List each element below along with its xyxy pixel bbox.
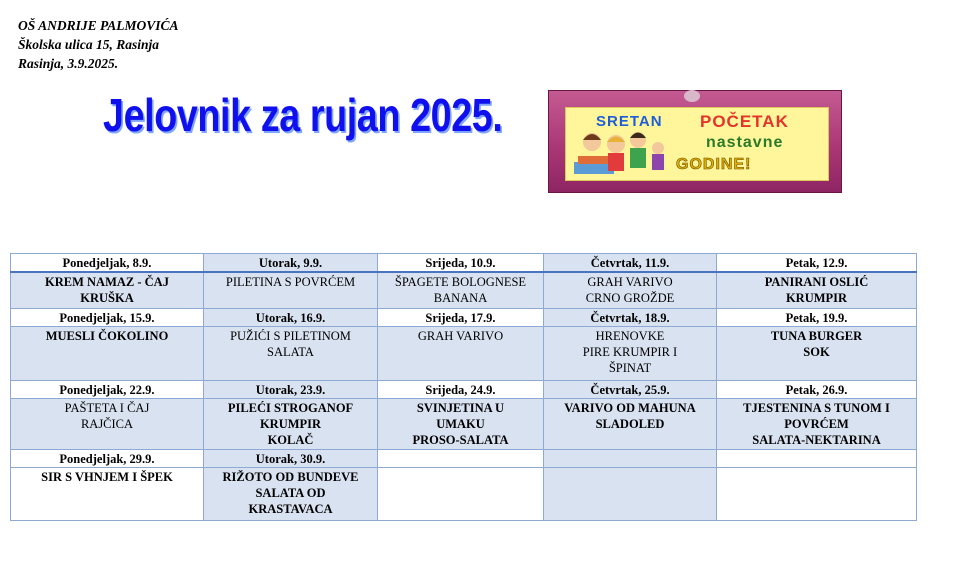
poster-word-1: SRETAN: [596, 113, 663, 130]
meal-line: TJESTENINA S TUNOM I: [743, 401, 890, 415]
meal-line: CRNO GROŽDE: [585, 291, 675, 305]
meal-line: HRENOVKE: [595, 329, 665, 343]
school-header: [18, 16, 179, 73]
day-date-cell: Srijeda, 24.9.: [378, 381, 544, 399]
day-date-cell: Petak, 12.9.: [717, 254, 917, 273]
meal-cell: [11, 327, 204, 381]
meal-line: RIŽOTO OD BUNDEVE: [222, 470, 359, 484]
date-row: [11, 450, 917, 468]
meal-cell: [204, 327, 378, 381]
meal-line: SALATA OD: [255, 486, 326, 500]
meal-line: KOLAČ: [267, 433, 314, 447]
meal-cell: [717, 272, 917, 309]
day-date-cell: Utorak, 23.9.: [204, 381, 378, 399]
meal-line: SALATA: [267, 345, 314, 359]
meal-line: SOK: [803, 345, 830, 359]
meal-line: PILETINA S POVRĆEM: [225, 275, 356, 289]
school-address: Školska ulica 15, Rasinja: [18, 37, 160, 52]
meal-line: POVRĆEM: [784, 417, 849, 431]
meal-line: KRASTAVACA: [248, 502, 333, 516]
children-illustration-icon: [572, 122, 668, 176]
meal-line: ŠPINAT: [608, 361, 652, 375]
day-date-cell: Ponedjeljak, 22.9.: [11, 381, 204, 399]
meal-cell: [378, 399, 544, 450]
meal-line: PANIRANI OSLIĆ: [764, 275, 869, 289]
page-title: Jelovnik za rujan 2025.: [103, 89, 503, 141]
meal-line: SVINJETINA U: [416, 401, 505, 415]
day-date-cell: Petak, 26.9.: [717, 381, 917, 399]
poster-word-3: nastavne: [706, 134, 784, 151]
meal-cell: [544, 468, 717, 521]
meal-line: GRAH VARIVO: [587, 275, 673, 289]
meal-line: PUŽIĆI S PILETINOM: [230, 329, 351, 343]
meal-cell: [544, 399, 717, 450]
meal-line: KRUMPIR: [785, 291, 848, 305]
poster-pin-icon: [684, 90, 700, 102]
meal-line: BANANA: [433, 291, 488, 305]
meal-cell: [204, 468, 378, 521]
meal-row: [11, 272, 917, 309]
welcome-poster-image: [548, 90, 842, 193]
day-date-cell: Četvrtak, 25.9.: [544, 381, 717, 399]
poster-banner: [565, 107, 829, 181]
day-date-cell: Utorak, 30.9.: [204, 450, 378, 468]
meal-cell: [378, 468, 544, 521]
meal-cell: [11, 272, 204, 309]
meal-cell: [544, 272, 717, 309]
poster-word-4: GODINE!: [676, 156, 752, 173]
lunch-menu-table: [10, 253, 917, 521]
meal-cell: [717, 327, 917, 381]
date-row: [11, 254, 917, 273]
meal-line: PIRE KRUMPIR I: [582, 345, 678, 359]
meal-line: VARIVO OD MAHUNA: [564, 401, 696, 415]
meal-line: ŠPAGETE BOLOGNESE: [394, 275, 527, 289]
day-date-cell: Četvrtak, 11.9.: [544, 254, 717, 273]
meal-line: RAJČICA: [80, 417, 134, 431]
meal-line: KRUŠKA: [80, 291, 134, 305]
meal-cell: [544, 327, 717, 381]
meal-cell: [11, 399, 204, 450]
day-date-cell: [544, 450, 717, 468]
menu-body: [11, 254, 917, 521]
day-date-cell: Srijeda, 17.9.: [378, 309, 544, 327]
meal-cell: [717, 468, 917, 521]
day-date-cell: [717, 450, 917, 468]
day-date-cell: Ponedjeljak, 15.9.: [11, 309, 204, 327]
meal-cell: [717, 399, 917, 450]
meal-cell: [378, 272, 544, 309]
day-date-cell: Četvrtak, 18.9.: [544, 309, 717, 327]
date-row: [11, 381, 917, 399]
meal-line: SLADOLED: [595, 417, 665, 431]
meal-line: SIR S VHNJEM I ŠPEK: [41, 470, 173, 484]
meal-line: GRAH VARIVO: [417, 329, 504, 343]
day-date-cell: Ponedjeljak, 8.9.: [11, 254, 204, 273]
day-date-cell: Utorak, 9.9.: [204, 254, 378, 273]
meal-line: TUNA BURGER: [770, 329, 863, 343]
school-name: OŠ ANDRIJE PALMOVIĆA: [18, 18, 179, 33]
date-row: [11, 309, 917, 327]
day-date-cell: [378, 450, 544, 468]
day-date-cell: Petak, 19.9.: [717, 309, 917, 327]
meal-line: UMAKU: [436, 417, 485, 431]
day-date-cell: Ponedjeljak, 29.9.: [11, 450, 204, 468]
meal-cell: [378, 327, 544, 381]
meal-line: PAŠTETA I ČAJ: [64, 401, 150, 415]
day-date-cell: Srijeda, 10.9.: [378, 254, 544, 273]
meal-line: KREM NAMAZ - ČAJ: [45, 275, 169, 289]
document-date: Rasinja, 3.9.2025.: [18, 56, 119, 71]
meal-cell: [11, 468, 204, 521]
meal-row: [11, 399, 917, 450]
meal-line: KRUMPIR: [259, 417, 322, 431]
meal-cell: [204, 272, 378, 309]
meal-line: PILEĆI STROGANOF: [227, 401, 354, 415]
poster-word-2: POČETAK: [700, 112, 789, 131]
meal-line: SALATA-NEKTARINA: [752, 433, 881, 447]
meal-line: PROSO-SALATA: [412, 433, 509, 447]
meal-row: [11, 327, 917, 381]
meal-line: MUESLI ČOKOLINO: [45, 329, 169, 343]
day-date-cell: Utorak, 16.9.: [204, 309, 378, 327]
meal-row: [11, 468, 917, 521]
meal-cell: [204, 399, 378, 450]
